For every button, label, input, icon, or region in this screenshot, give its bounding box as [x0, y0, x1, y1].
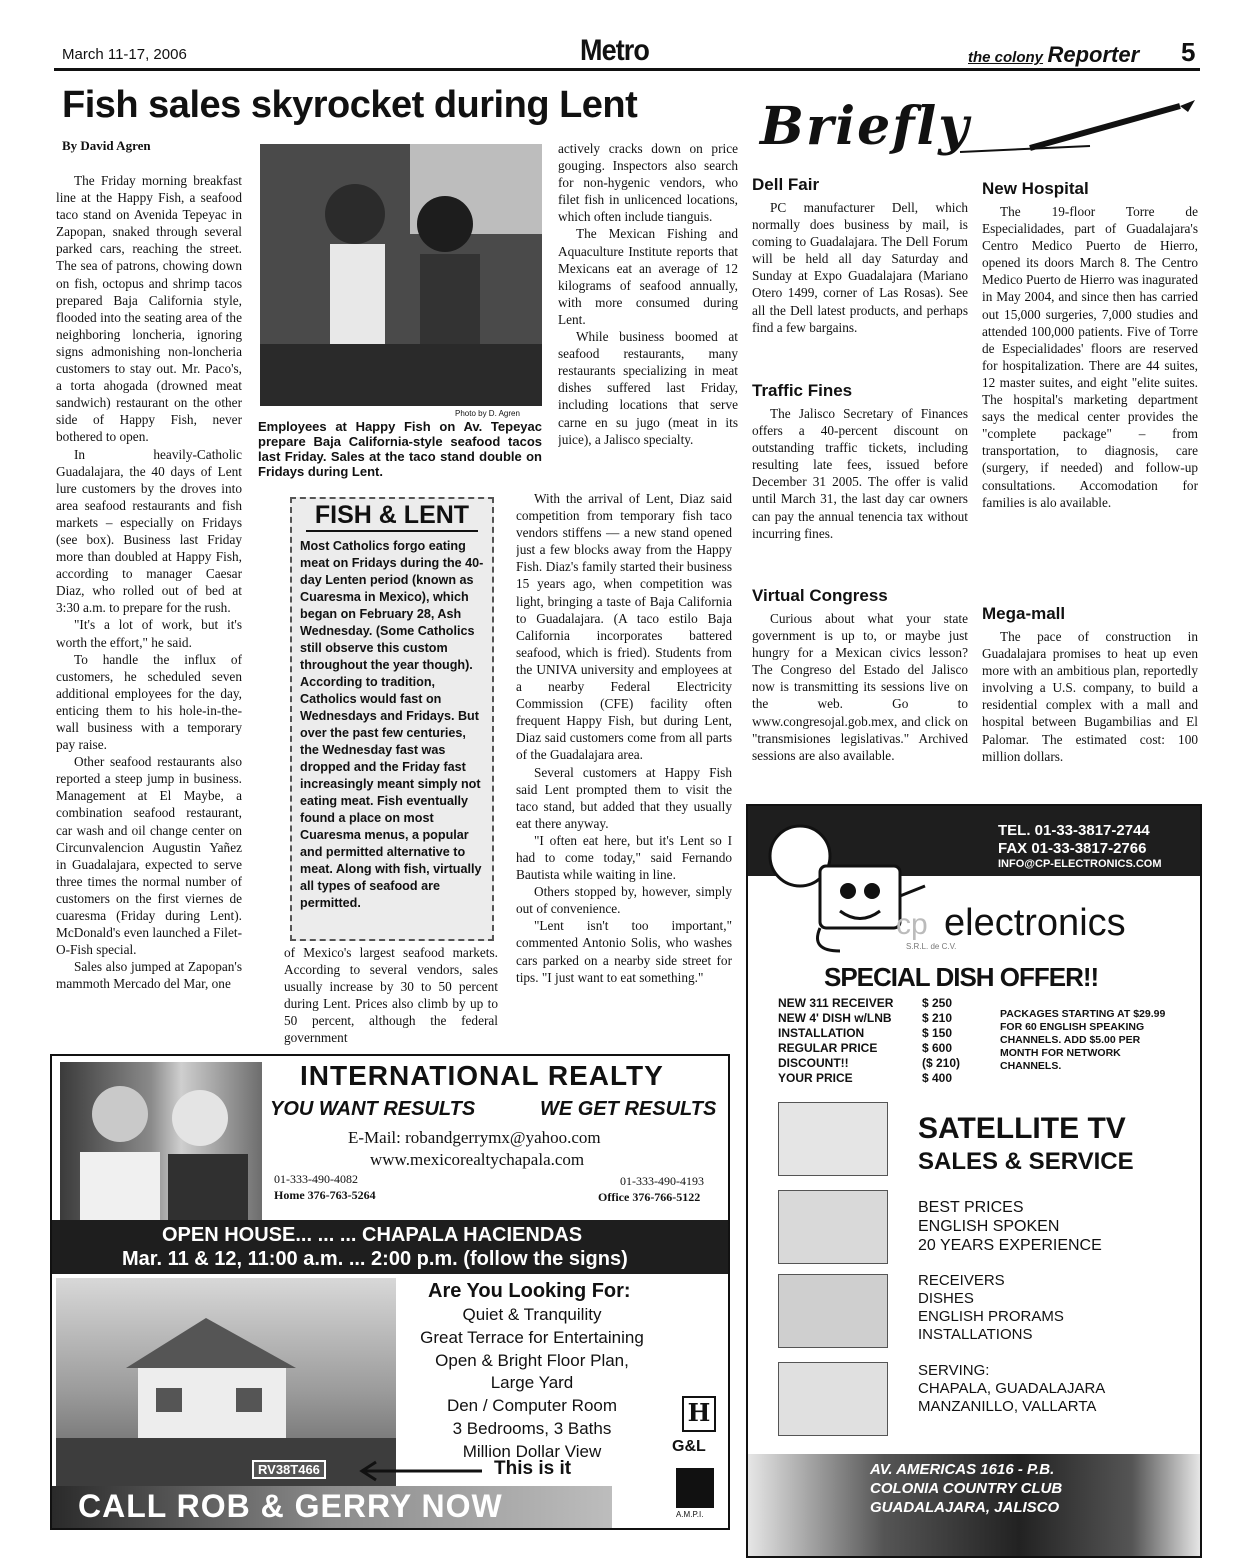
- brand-sub: S.R.L. de C.V.: [906, 942, 957, 951]
- open-house-line-1: OPEN HOUSE... ... ... CHAPALA HACIENDAS: [162, 1224, 583, 1246]
- ad-tel: TEL. 01-33-3817-2744: [998, 822, 1150, 839]
- realty-phone-right-1: 01-333-490-4193: [620, 1174, 704, 1188]
- price-label: DISCOUNT!!: [778, 1056, 849, 1070]
- price-row: [778, 1011, 960, 1026]
- feature-line: 20 YEARS EXPERIENCE: [918, 1237, 1102, 1254]
- paragraph: With the arrival of Lent, Diaz said competition from temporary fish taco vendors stiffens — a new stand opened just a few blocks away from the Happy Fish. Diaz's family started their business 15 years ago, when competition was light, bringing a taste of Baja California to Guadalajara. (A taco estilo Baja California incorporates battered seafood, which is fried). Students from the UNIVA university and employees at a nearby Federal Electricity Commission (CFE) facility often frequent Happy Fish, but during Lent, Diaz said customers come from all parts of the Guadalajara area.: [516, 491, 732, 763]
- offer-title: SPECIAL DISH OFFER!!: [824, 962, 1099, 992]
- price-row: [778, 1056, 960, 1071]
- page-number: 5: [1181, 37, 1196, 67]
- agents-silhouette: [60, 1062, 262, 1222]
- brief-text: PC manufacturer Dell, which normally does business by mail, is coming to Guadalajara. The Dell Forum will be held all day Saturday and Sunday at Expo Guadalajara (Mariano Otero 1499, corner of Las Rosas). See all the Dell latest products, and perhaps find a few bargains.: [752, 200, 968, 335]
- realty-phone-right-2: Office 376-766-5122: [598, 1190, 701, 1204]
- fish-lent-box: [290, 497, 494, 941]
- ad-address: [870, 1460, 1062, 1517]
- brief-text: The Jalisco Secretary of Finances offers a 40-percent discount on outstanding traffic tickets, including resulting late fees, issued before December 31 2005. The offer is valid until March 31, the last day car owners can pay the annual tenencia tax without incurring fines.: [752, 406, 968, 541]
- brief-item-megamall: [982, 604, 1198, 765]
- brief-title: Dell Fair: [752, 175, 820, 194]
- looking-title: Are You Looking For:: [428, 1280, 631, 1302]
- brief-item-traffic: [752, 381, 968, 542]
- logo-gl: G&L: [672, 1438, 706, 1455]
- price-row: [778, 1071, 960, 1086]
- article-column-2-bottom: [284, 944, 498, 1047]
- price-label: NEW 4' DISH w/LNB: [778, 1011, 892, 1025]
- paragraph: In heavily-Catholic Guadalajara, the 40 days of Lent lure customers by the droves into area seafood restaurants and fish markets – especially on Fridays (see box). Business last Friday more than doubled at Happy Fish, according to manager Caesar Diaz, who rolled out of bed at 3:30 a.m. to prepare for the rush.: [56, 446, 242, 616]
- feature-item: 3 Bedrooms, 3 Baths: [452, 1418, 612, 1438]
- realty-website[interactable]: www.mexicorealtychapala.com: [370, 1150, 585, 1169]
- brief-title: Virtual Congress: [752, 586, 888, 605]
- realty-phone-left-2: Home 376-763-5264: [274, 1188, 376, 1202]
- masthead-rule: [54, 68, 1200, 71]
- realty-phone-left-1: 01-333-490-4082: [274, 1172, 358, 1186]
- brief-title: Traffic Fines: [752, 381, 853, 400]
- sat-title-1: SATELLITE TV: [918, 1112, 1126, 1145]
- feature-line: RECEIVERS: [918, 1272, 1005, 1289]
- address-line: AV. AMERICAS 1616 - P.B.: [870, 1461, 1055, 1478]
- price-value: $ 400: [922, 1071, 953, 1085]
- ad-fax: FAX 01-33-3817-2766: [998, 840, 1147, 857]
- logo-ampi-icon: [676, 1468, 714, 1508]
- features-group-1: [918, 1198, 1102, 1255]
- feature-line: ENGLISH PRORAMS: [918, 1308, 1064, 1325]
- house-illustration: [56, 1278, 396, 1488]
- arrow-left-icon: [354, 1460, 484, 1482]
- paragraph: Sales also jumped at Zapopan's mammoth Mercado del Mar, one: [56, 959, 242, 992]
- price-label: INSTALLATION: [778, 1026, 865, 1040]
- open-house-line-2: Mar. 11 & 12, 11:00 a.m. ... 2:00 p.m. (follow the signs): [122, 1248, 628, 1270]
- realty-name: INTERNATIONAL REALTY: [300, 1060, 664, 1091]
- features-group-3: [918, 1362, 1105, 1416]
- realty-slogan-left: YOU WANT RESULTS: [270, 1098, 476, 1120]
- logo-ampi-text: A.M.P.I.: [676, 1510, 704, 1519]
- paragraph: "It's a lot of work, but it's worth the effort," he said.: [56, 617, 242, 650]
- article-column-3-bottom: [516, 490, 732, 1050]
- brief-title: Mega-mall: [982, 604, 1066, 623]
- feature-item: Den / Computer Room: [446, 1396, 618, 1416]
- price-value: $ 250: [922, 996, 953, 1010]
- article-column-3-top: [558, 140, 738, 488]
- paragraph: Other seafood restaurants also reported a steep jump in business. Management at El Maybe, a combination seafood restaurant, car wash and oil change center on Circunvalencion Augustin Yañez in Guadalajara, expected to serve three times the normal number of customers on the first viernes de cuaresma (Friday during Lent). McDonald's even launched a Filet-O-Fish special.: [56, 754, 242, 958]
- brief-text: The 19-floor Torre de Especialidades, part of Guadalajara's Centro Medico Puerto de Hierro, opened its doors March 8. The Centro Medico Puerto de Hierro was inagurated in May 2004, and since then has carried out 15,000 surgeries, 7,000 studies and attended 100,000 patients. Five of Torre de Especialidades' floors are reserved for hospitalization. There are 44 suites, 12 master suites, and eight "elite suites. The hospital's marketing department says the medical center provides the "complete package" – from transportation, to diagnosis, care (surgery, if needed) and follow-up consultations. Accomodation for families is alo available.: [982, 204, 1199, 510]
- brand-prefix: cp: [896, 908, 928, 941]
- fish-lent-title: FISH & LENT: [306, 501, 478, 532]
- brief-item-hospital: [982, 179, 1198, 511]
- brief-text: Curious about what your state government is up to, or maybe just hungry for a Mexican civics lesson? The Congreso del Estado del Jalisco now is transmitting its sessions live on the web. Go to www.congresojal.gob.mex, and click on "transmisiones legislativas." Archived sessions are also available.: [752, 611, 968, 763]
- realty-slogan-right: WE GET RESULTS: [540, 1098, 717, 1120]
- realty-ad: [50, 1054, 730, 1530]
- section-name: Metro: [580, 34, 650, 67]
- paragraph: Others stopped by, however, simply out of convenience.: [516, 884, 732, 917]
- issue-date: March 11-17, 2006: [62, 46, 187, 63]
- article-photo: [260, 144, 542, 406]
- paragraph: The Friday morning breakfast line at the Happy Fish, a seafood taco stand on Avenida Tepeyac in Zapopan, snaked through several parked cars, reaching the street. The sea of patrons, chowing down on fish, octopus and shrimp tacos prepared Baja California style, flooded into the seating area of the neighboring loncheria, ignoring signs admonishing non-loncheria customers to stay out. Mr. Paco's, a torta ahogada (drowned meat sandwich) restaurant on the other side of Happy Fish, never bothered to open.: [56, 173, 242, 445]
- paper-prefix: the colony: [968, 49, 1044, 66]
- paragraph: actively cracks down on price gouging. Inspectors also search for non-hygenic vendors, who filet fish in unlicenced locations, which often include tianguis.: [558, 141, 738, 225]
- listing-code: RV38T466: [252, 1460, 326, 1479]
- feature-line: MANZANILLO, VALLARTA: [918, 1398, 1097, 1415]
- feature-line: INSTALLATIONS: [918, 1326, 1033, 1343]
- price-row: [778, 996, 960, 1011]
- paragraph: The Mexican Fishing and Aquaculture Institute reports that Mexicans eat an average of 12 kilograms of seafood annually, with more consumed during Lent.: [558, 226, 738, 327]
- headline: Fish sales skyrocket during Lent: [62, 84, 638, 126]
- price-label: REGULAR PRICE: [778, 1041, 878, 1055]
- feature-line: ENGLISH SPOKEN: [918, 1218, 1060, 1235]
- brand-name: electronics: [944, 902, 1126, 944]
- electronics-ad: [746, 804, 1202, 1558]
- address-line: COLONIA COUNTRY CLUB: [870, 1480, 1063, 1497]
- ad-email: INFO@CP-ELECTRONICS.COM: [998, 858, 1162, 870]
- feature-item: Great Terrace for Entertaining: [420, 1327, 644, 1347]
- feature-item: Million Dollar View: [462, 1441, 602, 1461]
- paper-name: [968, 42, 1139, 68]
- feature-line: BEST PRICES: [918, 1199, 1024, 1216]
- features-group-2: [918, 1272, 1064, 1344]
- price-label: YOUR PRICE: [778, 1071, 853, 1085]
- product-image-cables: [778, 1102, 888, 1176]
- paragraph: "I often eat here, but it's Lent so I had to come today," said Fernando Bautista while waiting in line.: [516, 832, 732, 883]
- feature-line: SERVING:: [918, 1362, 990, 1379]
- price-label: NEW 311 RECEIVER: [778, 996, 894, 1010]
- paragraph: "Lent isn't too important," commented Antonio Solis, who washes cars parked on a nearby side street for tips. "I just want to eat something.": [516, 918, 732, 985]
- briefly-text: Briefly: [760, 96, 971, 157]
- features-list: [382, 1304, 682, 1464]
- photo-illustration: [260, 144, 542, 406]
- agents-photo: [60, 1062, 262, 1222]
- article-column-1: [56, 172, 242, 1047]
- feature-line: CHAPALA, GUADALAJARA: [918, 1380, 1106, 1397]
- paper-title: Reporter: [1047, 42, 1140, 67]
- product-image-tools: [778, 1362, 888, 1436]
- brief-text: The pace of construction in Guadalajara promises to heat up even more with an ambitious plan, reportedly involving a U.S. company, to build a residential complex with a mall and hospital between Bugambilias and El Palomar. The estimated cost: 100 million dollars.: [982, 629, 1198, 764]
- price-value: $ 150: [922, 1026, 953, 1040]
- this-is-it: This is it: [494, 1458, 572, 1479]
- sat-title-2: SALES & SERVICE: [918, 1148, 1134, 1175]
- brief-item-dell: [752, 175, 968, 336]
- paragraph: To handle the influx of customers, he scheduled seven additional employees for the day, enticing them to his hole-in-the-wall business with a temporary pay raise.: [56, 651, 242, 753]
- house-photo: [56, 1278, 396, 1488]
- address-line: GUADALAJARA, JALISCO: [870, 1499, 1060, 1516]
- product-image-dish: [778, 1274, 888, 1348]
- feature-line: DISHES: [918, 1290, 974, 1307]
- packages-text: PACKAGES STARTING AT $29.99 FOR 60 ENGLISH SPEAKING CHANNELS. ADD $5.00 PER MONTH FOR NETWORK CHANNELS.: [1000, 1008, 1166, 1072]
- price-value: $ 600: [922, 1041, 953, 1055]
- brief-item-congress: [752, 586, 968, 764]
- realty-email[interactable]: E-Mail: robandgerrymx@yahoo.com: [348, 1128, 601, 1147]
- photo-credit: Photo by D. Agren: [455, 409, 520, 418]
- product-image-van: [778, 1190, 888, 1264]
- call-text: CALL ROB & GERRY NOW: [78, 1488, 503, 1524]
- price-row: [778, 1041, 960, 1056]
- photo-caption: Employees at Happy Fish on Av. Tepeyac prepare Baja California-style seafood tacos last Friday. Sales at the taco stand double on Fridays during Lent.: [258, 419, 542, 479]
- fish-lent-text: Most Catholics forgo eating meat on Fridays during the 40-day Lenten period (known as Cuaresma in Mexico), which began on February 28, Ash Wednesday. (Some Catholics still observe this custom throughout the year though). According to tradition, Catholics would fast on Wednesdays and Fridays. But over the past few centuries, the Wednesday fast was dropped and the Friday fast increasingly meant simply not eating meat. Fish eventually found a place on most Cuaresma menus, a popular and permitted alternative to meat. Along with fish, virtually all types of seafood are permitted.: [300, 539, 484, 910]
- logo-h-icon: H: [682, 1396, 716, 1432]
- feature-item: Large Yard: [490, 1373, 574, 1393]
- paragraph: Several customers at Happy Fish said Lent prompted them to visit the taco stand, but added that they usually eat there anyway.: [516, 764, 732, 831]
- briefly-logo: [760, 96, 1200, 160]
- price-value: ($ 210): [922, 1056, 961, 1070]
- feature-item: Open & Bright Floor Plan,: [435, 1350, 629, 1370]
- feature-item: Quiet & Tranquility: [462, 1305, 602, 1324]
- byline: By David Agren: [62, 138, 151, 153]
- paragraph: While business boomed at seafood restaurants, many restaurants specializing in meat dishes suffered last Friday, including locations that serve carne en su jugo (meat in its juice), a Jalisco specialty.: [558, 329, 738, 447]
- brief-title: New Hospital: [982, 179, 1089, 198]
- price-row: [778, 1026, 960, 1041]
- paragraph: of Mexico's largest seafood markets. According to several vendors, sales usually increase by 30 to 50 percent during Lent. Prices also climb by up to 50 percent, although the federal government: [284, 945, 498, 1046]
- price-table: [778, 996, 960, 1086]
- price-value: $ 210: [922, 1011, 953, 1025]
